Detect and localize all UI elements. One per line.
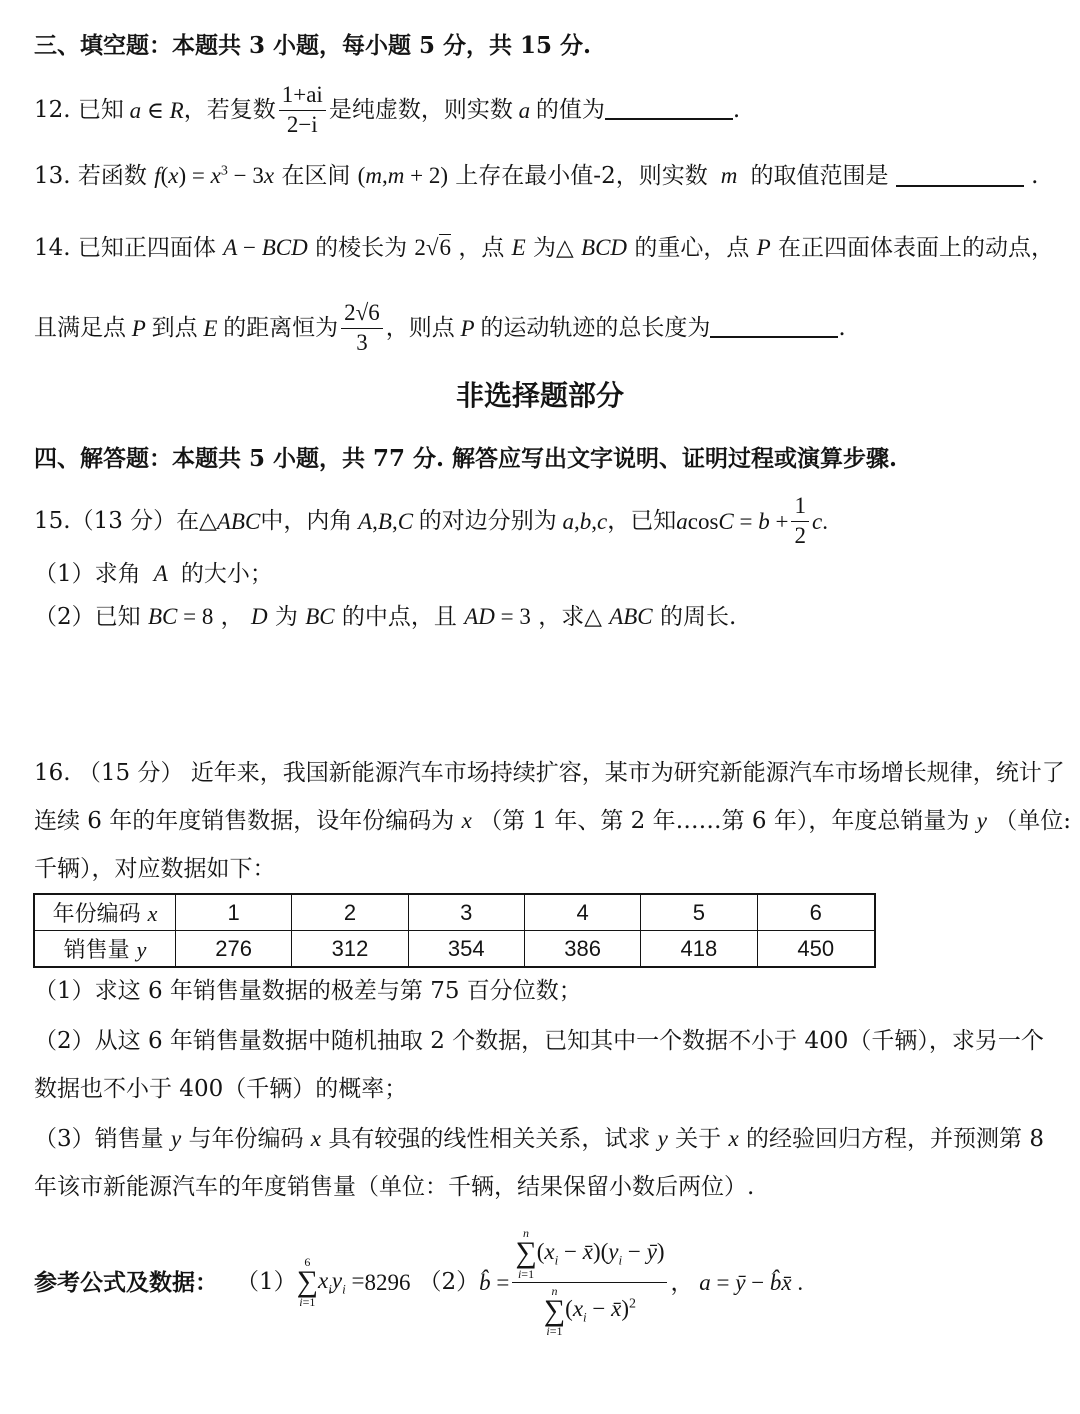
q16-sub3: （3）销售量 y 与年份编码 x 具有较强的线性相关关系，试求 y 关于 x 的经验回归方程，并预测第 8 [34, 1126, 1044, 1152]
table-cell: 418 [641, 931, 757, 968]
table-header-cell: 年份编码 x [34, 894, 176, 931]
question-14-line2: 且满足点 P 到点 E 的距离恒为 $\frac{2√6}{3}$ ，则点 P 的运动轨迹的总长度为 . [34, 300, 846, 355]
question-12: 12. 已知 a ∈ R ，若复数 $\frac{1+ai}{2-i}$ 是纯虚数，则实数 a 的值为 . [34, 82, 741, 137]
table-cell: 450 [757, 931, 875, 968]
q16-sub1: （1）求这 6 年销售量数据的极差与第 75 百分位数； [34, 978, 582, 1004]
section3-heading: 三、填空题：本题共 3 小题，每小题 5 分，共 15 分. [34, 32, 592, 59]
summation-symbol: 6 ∑ i=1 [296, 1254, 319, 1310]
question-13: 13. 若函数 $f(x) = x^3 - 3x$ 在区间 (m,m + 2) 上存在最小值-2，则实数 m 的取值范围是 . [34, 163, 1039, 189]
table-cell: 386 [524, 931, 640, 968]
table-row [34, 894, 875, 931]
section4-heading: 四、解答题：本题共 5 小题，共 77 分. 解答应写出文字说明、证明过程或演算步骤. [34, 445, 898, 472]
regression-fraction: n ∑ i=1 ($x_i$ − $x̄)(y_i$ − ȳ) n ∑ i=1 ($x_i$ − x̄)$^2$ [512, 1227, 667, 1337]
question-16: 16. （15 分） 近年来，我国新能源汽车市场持续扩容，某市为研究新能源汽车市场增长规律，统计了 [34, 760, 1065, 786]
sales-data-table [33, 893, 876, 968]
question-14: 14. 已知正四面体 A − BCD 的棱长为 2√6 ，点 E 为△ BCD 的重心，点 P 在正四面体表面上的动点， [34, 235, 1055, 261]
table-cell: 5 [641, 894, 757, 931]
q14-answer-blank[interactable] [710, 318, 838, 338]
q12-answer-blank[interactable] [605, 100, 733, 120]
table-cell: 6 [757, 894, 875, 931]
table-cell: 354 [408, 931, 524, 968]
q16-sub2-line2: 数据也不小于 400（千辆）的概率； [34, 1076, 408, 1102]
table-cell: 2 [292, 894, 408, 931]
table-cell: 3 [408, 894, 524, 931]
q14-fraction: $\frac{2√6}{3}$ [341, 301, 383, 354]
q16-line2: 连续 6 年的年度销售数据，设年份编码为 x （第 1 年、第 2 年……第 6 年），年度总销量为 y （单位: [34, 808, 1071, 834]
reference-formulas: 参考公式及数据： （1） 6 ∑ i=1 $x_iy_i$ = 8296 （2） b̂ = n ∑ i=1 ($x_i$ − $x̄)(y_i$ − ȳ) n ∑ i=1 ($x_i$ − x̄)$^2$ ， a = ȳ − b̂x̄ . [34, 1226, 804, 1338]
question-15: 15. （13 分） 在△ ABC 中，内角 A,B,C 的对边分别为 a,b,c ，已知 acosC = b + $\frac{1}{2}$ c. [34, 493, 828, 548]
table-cell: 276 [176, 931, 292, 968]
q16-sub3-line2: 年该市新能源汽车的年度销售量（单位：千辆，结果保留小数后两位）. [34, 1174, 755, 1200]
q15-sub2: （2）已知 BC = 8 ， D 为 BC 的中点，且 AD = 3 ，求△ ABC 的周长. [34, 604, 737, 630]
table-row [34, 931, 875, 968]
table-header-cell: 销售量 y [34, 931, 176, 968]
part-title: 非选择题部分 [455, 379, 624, 412]
q13-answer-blank[interactable] [896, 167, 1024, 187]
q15-fraction: $\frac{1}{2}$ [791, 494, 809, 547]
q12-number: 12. [34, 96, 71, 123]
q16-line3: 千辆），对应数据如下： [34, 856, 276, 882]
q16-sub2: （2）从这 6 年销售量数据中随机抽取 2 个数据，已知其中一个数据不小于 400（千辆），求另一个 [34, 1028, 1044, 1054]
q15-sub1: （1）求角 A 的大小； [34, 561, 273, 587]
table-cell: 4 [524, 894, 640, 931]
table-cell: 1 [176, 894, 292, 931]
q12-fraction: $\frac{1+ai}{2-i}$ [279, 83, 326, 136]
table-cell: 312 [292, 931, 408, 968]
